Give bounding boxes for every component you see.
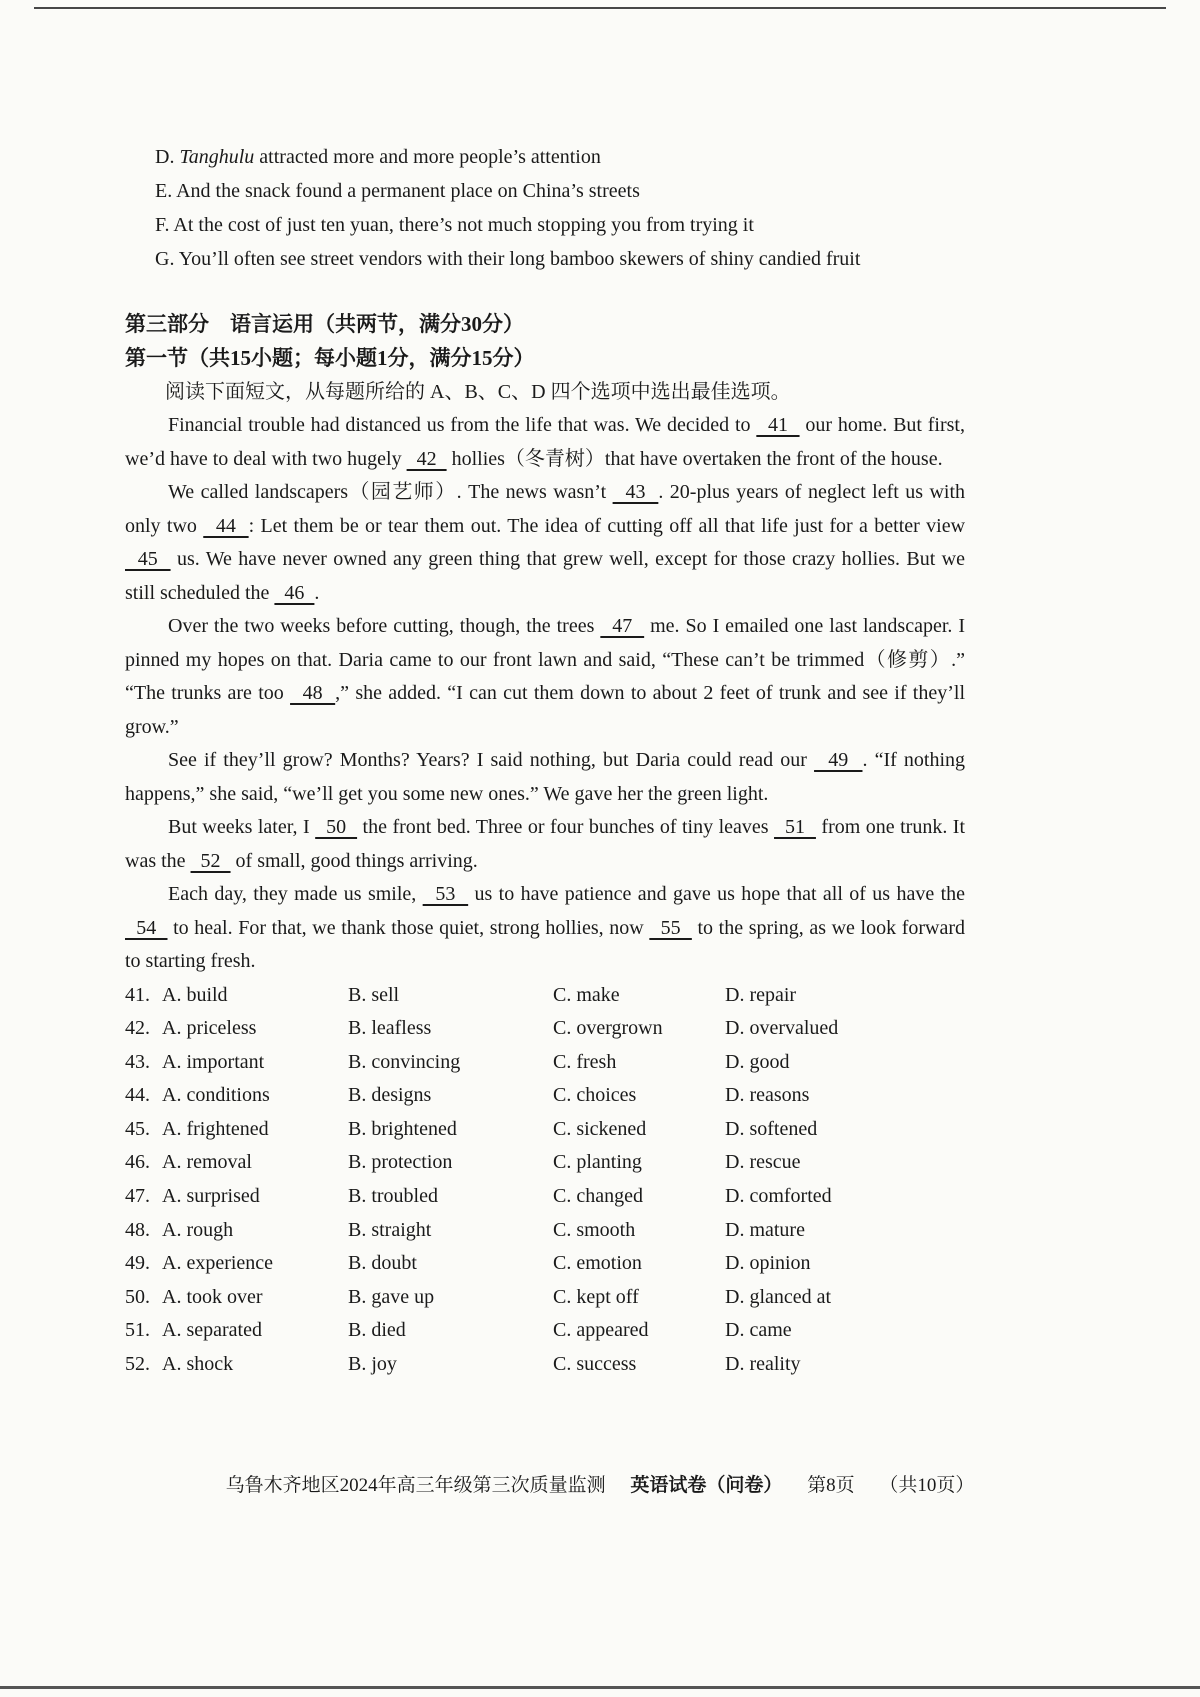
question-number: 45. (125, 1117, 150, 1140)
option-a: A. build (162, 983, 228, 1006)
tanghulu-italic: Tanghulu (179, 146, 255, 168)
footer-total-pages: （共10页） (879, 1475, 975, 1496)
option-c: C. appeared (553, 1319, 649, 1342)
cloze-blank-54: 54 (125, 916, 168, 939)
option-a: A. surprised (162, 1185, 260, 1208)
option-a: A. separated (162, 1319, 262, 1342)
part-three-heading: 第三部分 语言运用（共两节，满分30分） (125, 312, 524, 336)
question-number: 49. (125, 1252, 150, 1275)
option-d: D. mature (725, 1218, 805, 1241)
cloze-blank-49: 49 (814, 749, 863, 771)
option-c: C. choices (553, 1084, 637, 1107)
option-d: D. overvalued (725, 1017, 839, 1040)
option-a: A. priceless (162, 1017, 257, 1040)
option-d: D. comforted (725, 1185, 832, 1208)
option-a: A. shock (162, 1353, 234, 1376)
gap-option-g: G. You’ll often see street vendors with their long bamboo skewers of shiny candied fruit (155, 248, 861, 270)
question-number: 42. (125, 1017, 150, 1040)
passage-paragraph: Over the two weeks before cutting, though, the trees 47 me. So I emailed one last landscaper. I pinned my hopes on that. Daria came to our front lawn and said, “These can’t be trimmed（修剪）.” “The trunks are too 48 ,” she added. “I can cut them down to about 2 feet of trunk and see if they’ll grow.” (125, 615, 966, 738)
option-d: D. softened (725, 1117, 818, 1140)
footer-exam-title: 乌鲁木齐地区2024年高三年级第三次质量监测 (225, 1475, 606, 1496)
question-row (125, 1079, 965, 1113)
passage-paragraph: But weeks later, I 50 the front bed. Three or four bunches of tiny leaves 51 from one trunk. It was the 52 of small, good things arriving. (125, 816, 966, 872)
cloze-blank-51: 51 (774, 816, 816, 838)
passage-paragraph: We called landscapers（园艺师）. The news wasn’t 43 . 20-plus years of neglect left us with only two 44 : Let them be or tear them out. The idea of cutting off all that life just for a better view 45 us. We have never owned any green thing that grew well, except for those crazy hollies. But we still scheduled the 46 . (125, 481, 966, 604)
option-b: B. joy (348, 1353, 397, 1376)
question-number: 48. (125, 1218, 150, 1241)
question-row (125, 1146, 965, 1180)
scan-border-bottom (0, 1686, 1200, 1689)
question-number: 52. (125, 1353, 150, 1376)
gap-option-e: E. And the snack found a permanent place on China’s streets (155, 180, 640, 202)
footer-paper-title: 英语试卷（问卷） (630, 1475, 783, 1496)
option-c: C. planting (553, 1151, 642, 1174)
question-row (125, 1348, 965, 1382)
option-c: C. smooth (553, 1218, 636, 1241)
gap-option-d-text: attracted more and more people’s attention (254, 146, 601, 168)
scan-border-top (34, 7, 1166, 9)
section-one-heading: 第一节（共15小题；每小题1分，满分15分） (125, 346, 535, 370)
option-b: B. sell (348, 983, 400, 1006)
cloze-blank-47: 47 (600, 615, 645, 637)
option-c: C. fresh (553, 1050, 617, 1073)
cloze-passage (125, 409, 965, 979)
question-row (125, 979, 965, 1013)
question-number: 44. (125, 1084, 150, 1107)
option-a: A. took over (162, 1285, 263, 1308)
gap-option-f: F. At the cost of just ten yuan, there’s not much stopping you from trying it (155, 214, 754, 236)
option-b: B. straight (348, 1218, 432, 1241)
option-b: B. designs (348, 1084, 432, 1107)
cloze-blank-44: 44 (203, 514, 249, 537)
question-number: 50. (125, 1285, 150, 1308)
passage-paragraph: Each day, they made us smile, 53 us to have patience and gave us hope that all of us have the 54 to heal. For that, we thank those quiet, strong hollies, now 55 to the spring, as we look forward to starting fresh. (125, 883, 966, 972)
question-number: 43. (125, 1050, 150, 1073)
seven-choose-five-options (125, 140, 965, 276)
option-b: B. gave up (348, 1285, 435, 1308)
option-d: D. repair (725, 983, 797, 1006)
question-number: 47. (125, 1185, 150, 1208)
gap-option-d-prefix: D. (155, 146, 180, 168)
page-content (125, 140, 965, 1382)
question-row (125, 1180, 965, 1214)
question-row (125, 1113, 965, 1147)
gap-option-d (125, 140, 965, 174)
option-d: D. reality (725, 1353, 801, 1376)
option-c: C. changed (553, 1185, 643, 1208)
option-d: D. reasons (725, 1084, 810, 1107)
option-c: C. sickened (553, 1117, 647, 1140)
option-b: B. convincing (348, 1050, 461, 1073)
option-c: C. overgrown (553, 1017, 663, 1040)
footer-page-number: 第8页 (807, 1475, 855, 1496)
question-row (125, 1281, 965, 1315)
question-number: 41. (125, 983, 150, 1006)
cloze-blank-48: 48 (290, 682, 336, 704)
option-d: D. good (725, 1050, 790, 1073)
section-headings (125, 307, 965, 409)
question-number: 46. (125, 1151, 150, 1174)
passage-paragraph: Financial trouble had distanced us from the life that was. We decided to 41 our home. But first, we’d have to deal with two hugely 42 hollies（冬青树）that have overtaken the front of the house. (125, 414, 965, 470)
option-d: D. glanced at (725, 1285, 832, 1308)
cloze-blank-55: 55 (649, 916, 692, 939)
option-c: C. make (553, 983, 620, 1006)
option-d: D. rescue (725, 1151, 801, 1174)
cloze-blank-52: 52 (190, 849, 231, 872)
question-row (125, 1012, 965, 1046)
option-b: B. died (348, 1319, 406, 1342)
option-a: A. removal (162, 1151, 252, 1174)
option-a: A. frightened (162, 1117, 269, 1140)
cloze-blank-42: 42 (406, 447, 447, 470)
cloze-instruction: 阅读下面短文，从每题所给的 A、B、C、D 四个选项中选出最佳选项。 (165, 381, 791, 403)
question-row (125, 1314, 965, 1348)
question-row (125, 1046, 965, 1080)
option-b: B. protection (348, 1151, 453, 1174)
question-row (125, 1247, 965, 1281)
cloze-blank-45: 45 (125, 548, 171, 570)
option-a: A. conditions (162, 1084, 270, 1107)
option-b: B. leafless (348, 1017, 432, 1040)
option-d: D. opinion (725, 1252, 811, 1275)
option-c: C. kept off (553, 1285, 639, 1308)
cloze-blank-41: 41 (756, 414, 800, 436)
questions-table (125, 979, 965, 1382)
option-b: B. doubt (348, 1252, 417, 1275)
question-row (125, 1214, 965, 1248)
option-c: C. emotion (553, 1252, 642, 1275)
cloze-blank-46: 46 (274, 581, 315, 604)
option-a: A. rough (162, 1218, 234, 1241)
option-d: D. came (725, 1319, 792, 1342)
option-a: A. experience (162, 1252, 274, 1275)
option-b: B. troubled (348, 1185, 438, 1208)
page-footer (0, 1470, 1200, 1497)
question-number: 51. (125, 1319, 150, 1342)
option-b: B. brightened (348, 1117, 457, 1140)
cloze-blank-43: 43 (612, 481, 659, 503)
option-c: C. success (553, 1353, 637, 1376)
cloze-blank-53: 53 (422, 883, 469, 905)
option-a: A. important (162, 1050, 265, 1073)
passage-paragraph: See if they’ll grow? Months? Years? I said nothing, but Daria could read our 49 . “If nothing happens,” she said, “we’ll get you some new ones.” We gave her the green light. (125, 749, 966, 805)
cloze-blank-50: 50 (315, 816, 358, 838)
